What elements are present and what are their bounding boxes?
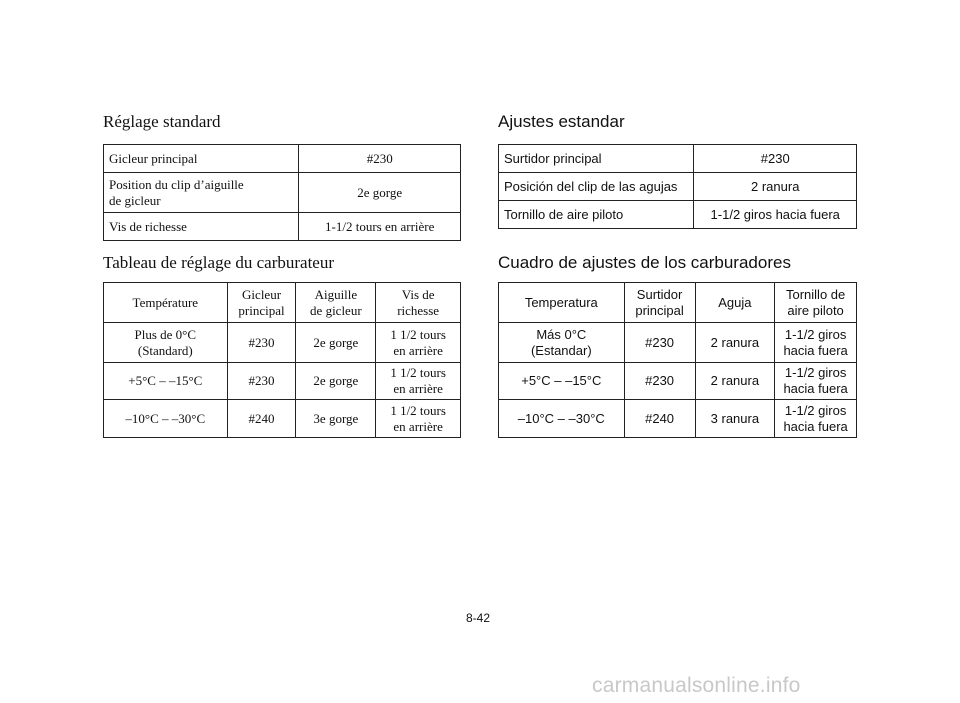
fr-standard-value-3: 1-1/2 tours en arrière — [299, 213, 461, 241]
watermark: carmanualsonline.info — [592, 674, 801, 697]
es-row1-main-jet: #230 — [624, 323, 695, 363]
fr-header-temperature: Température — [104, 283, 228, 323]
fr-row3-temperature: –10°C – –30°C — [104, 400, 228, 438]
es-row1-temperature: Más 0°C (Estandar) — [499, 323, 625, 363]
es-standard-label-1: Surtidor principal — [499, 145, 694, 173]
es-row3-pilot-screw: 1-1/2 giros hacia fuera — [775, 400, 857, 438]
es-standard-value-1: #230 — [694, 145, 857, 173]
es-standard-title: Ajustes estandar — [498, 112, 625, 131]
table-row — [104, 363, 461, 400]
fr-standard-value-2: 2e gorge — [299, 173, 461, 213]
es-row2-pilot-screw: 1-1/2 giros hacia fuera — [775, 363, 857, 400]
es-header-main-jet: Surtidor principal — [624, 283, 695, 323]
es-row1-needle: 2 ranura — [695, 323, 775, 363]
fr-header-mixture-screw: Vis de richesse — [376, 283, 461, 323]
table-row — [104, 400, 461, 438]
table-row — [499, 363, 857, 400]
fr-row2-temperature: +5°C – –15°C — [104, 363, 228, 400]
es-standard-label-2: Posición del clip de las agujas — [499, 173, 694, 201]
es-row3-main-jet: #240 — [624, 400, 695, 438]
es-carburetor-table — [498, 282, 857, 438]
fr-standard-label-3: Vis de richesse — [104, 213, 299, 241]
fr-row1-mixture-screw: 1 1/2 tours en arrière — [376, 323, 461, 363]
table-row — [104, 145, 461, 173]
fr-row1-main-jet: #230 — [227, 323, 296, 363]
es-standard-value-2: 2 ranura — [694, 173, 857, 201]
table-row — [499, 323, 857, 363]
es-table-title: Cuadro de ajustes de los carburadores — [498, 253, 791, 272]
es-standard-value-3: 1-1/2 giros hacia fuera — [694, 201, 857, 229]
table-row — [499, 145, 857, 173]
table-row — [104, 213, 461, 241]
fr-table-title: Tableau de réglage du carburateur — [103, 253, 335, 272]
es-row2-needle: 2 ranura — [695, 363, 775, 400]
es-header-pilot-screw: Tornillo de aire piloto — [775, 283, 857, 323]
fr-standard-title: Réglage standard — [103, 112, 221, 131]
fr-carburetor-table — [103, 282, 461, 438]
es-row2-main-jet: #230 — [624, 363, 695, 400]
page-number: 8-42 — [466, 611, 491, 625]
table-row — [499, 201, 857, 229]
fr-header-main-jet: Gicleur principal — [227, 283, 296, 323]
es-header-needle: Aguja — [695, 283, 775, 323]
es-header-temperature: Temperatura — [499, 283, 625, 323]
es-row2-temperature: +5°C – –15°C — [499, 363, 625, 400]
table-header-row — [499, 283, 857, 323]
es-standard-label-3: Tornillo de aire piloto — [499, 201, 694, 229]
fr-row3-needle: 3e gorge — [296, 400, 376, 438]
es-standard-table — [498, 144, 857, 229]
es-row3-temperature: –10°C – –30°C — [499, 400, 625, 438]
fr-row1-needle: 2e gorge — [296, 323, 376, 363]
table-header-row — [104, 283, 461, 323]
table-row — [499, 173, 857, 201]
table-row — [104, 173, 461, 213]
es-row3-needle: 3 ranura — [695, 400, 775, 438]
fr-standard-table — [103, 144, 461, 241]
fr-row2-needle: 2e gorge — [296, 363, 376, 400]
fr-header-needle: Aiguille de gicleur — [296, 283, 376, 323]
fr-row2-main-jet: #230 — [227, 363, 296, 400]
fr-row2-mixture-screw: 1 1/2 tours en arrière — [376, 363, 461, 400]
table-row — [104, 323, 461, 363]
fr-standard-label-2: Position du clip d’aiguille de gicleur — [104, 173, 299, 213]
es-row1-pilot-screw: 1-1/2 giros hacia fuera — [775, 323, 857, 363]
table-row — [499, 400, 857, 438]
fr-row3-mixture-screw: 1 1/2 tours en arrière — [376, 400, 461, 438]
fr-row3-main-jet: #240 — [227, 400, 296, 438]
fr-standard-value-1: #230 — [299, 145, 461, 173]
fr-row1-temperature: Plus de 0°C (Standard) — [104, 323, 228, 363]
fr-standard-label-1: Gicleur principal — [104, 145, 299, 173]
